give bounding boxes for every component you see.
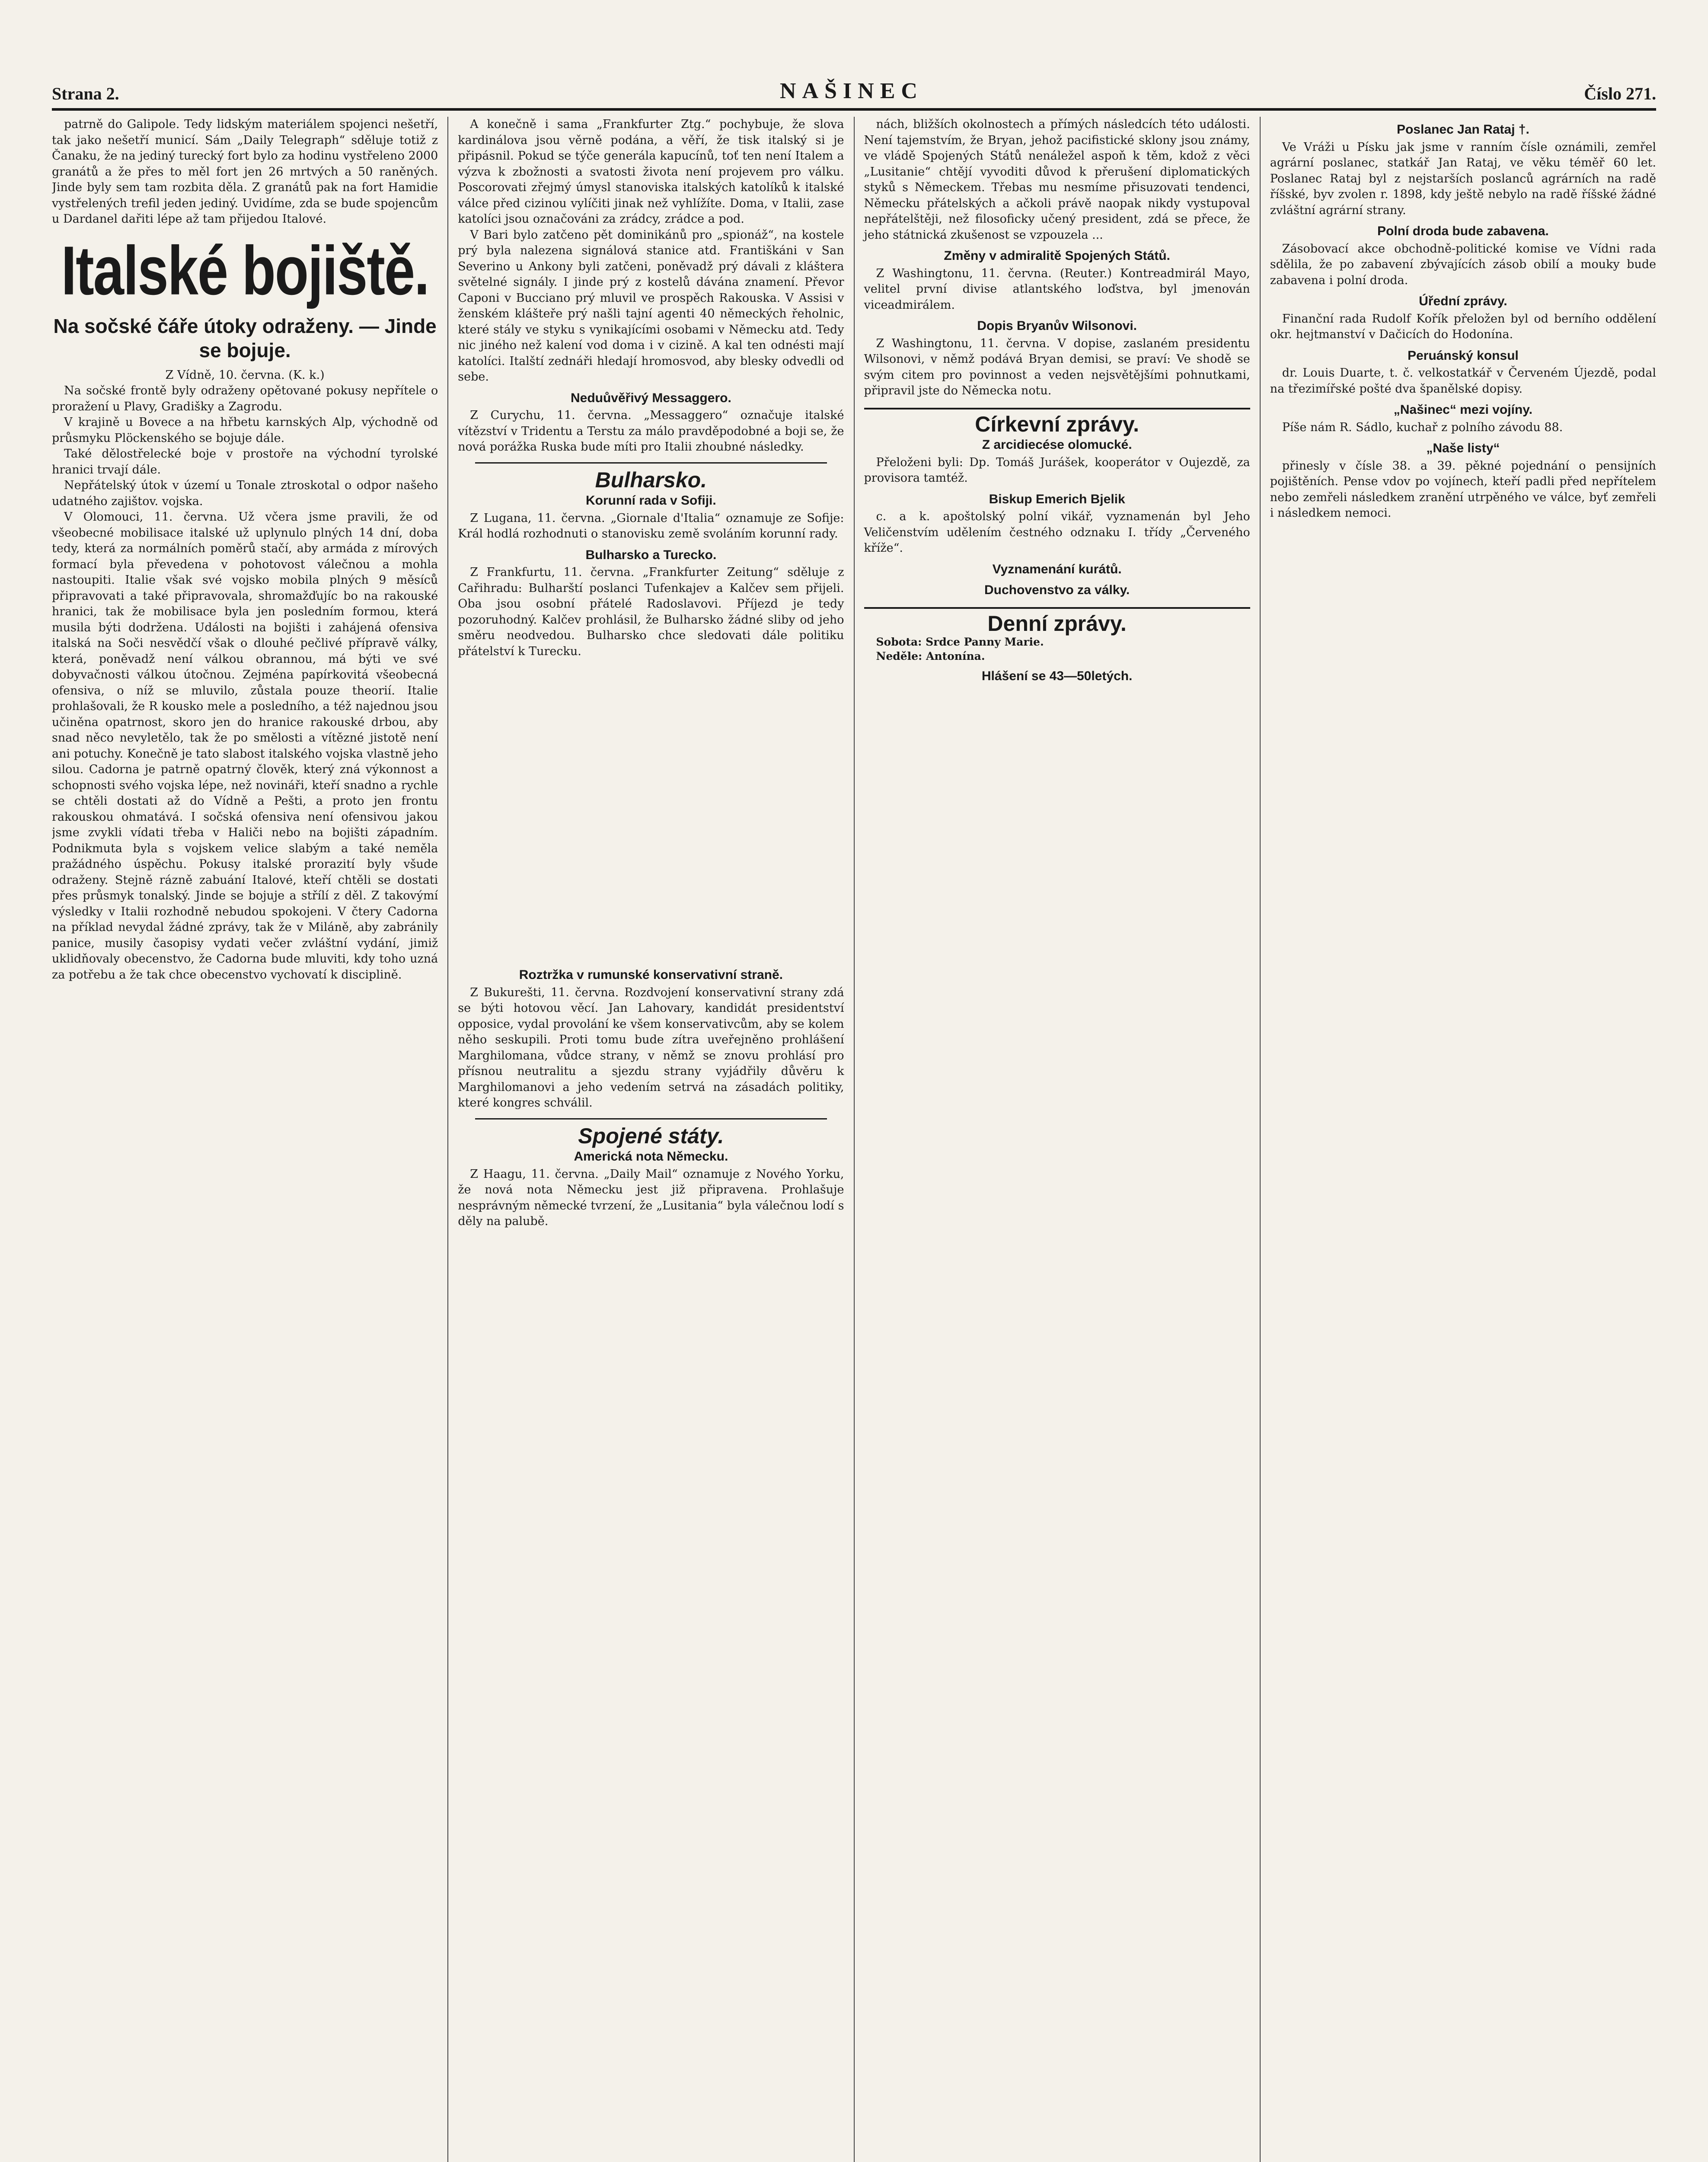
page-number: Strana 2. xyxy=(52,84,119,103)
article-paragraph: nách, bližších okolnostech a přímých následcích této události. Není tajemstvím, že Bryan, jehož pacifistické sklony jsou známy, ve vládě Spojených Států nenáležel aspoň k těm, kdož z věci „Lusitanie“ chtějí vyvoditi důvod k přerušení diplomatických styků s Německem. Třebas mu nesmíme přisuzovati tendenci, Německu přátelských a ačkoli právě naopak nikdy vystupoval nepřátelštěji, než filosoficky učený president, zdá se přece, že jeho státnická zkušenost se vzpouzela ... xyxy=(864,118,1250,242)
calendar-line: Neděle: Antonína. xyxy=(876,650,985,662)
section-headline-daily-news: Denní zprávy. xyxy=(864,607,1250,632)
article-headline: Změny v admiralitě Spojených Států. xyxy=(944,249,1170,263)
article-paragraph: Z Washingtonu, 11. června. V dopise, zaslaném presidentu Wilsonovi, v němž podává Bryan demisi, se praví: Ve shodě se svým citem pro povinnost a veden nejsvětějšími pohnutkami, připravil jste do Německa notu. xyxy=(864,336,1250,397)
article-paragraph: Přeloženi byli: Dp. Tomáš Jurášek, kooperátor v Oujezdě, za provisora tamtéž. xyxy=(864,455,1250,485)
article-headline: Neduůvěřivý Messaggero. xyxy=(570,390,731,405)
divider xyxy=(475,462,827,464)
column-3 xyxy=(854,117,1260,2162)
article-headline: „Naše listy“ xyxy=(1426,441,1500,455)
section-headline-bulgaria: Bulharsko. xyxy=(595,467,707,492)
newspaper-title: NAŠINEC xyxy=(779,79,923,103)
article-paragraph: V Bari bylo zatčeno pět dominikánů pro „spionáž“, na kostele prý byla nalezena signálová stanice atd. Františkáni v San Severino u Ankony byli zatčeni, poněvadž prý dávali z kláštera světelné signály. I jinde prý z kostelů dávána znamení. Převor Caponi v Bucciano prý mluvil ve prospěch Rakouska. V Assisi v ženském klášteře prý našli tajní agenti 40 německých řeholnic, které stály ve styku s vynikajícími osobami v Německu atd. Tedy nic jiného než kalení vod doma i v cizině. A kal ten odnésti mají katolíci. Italští zednáři hledají hromosvod, aby blesky odvedli od sebe. xyxy=(458,228,844,384)
article-headline: Bulharsko a Turecko. xyxy=(585,547,717,562)
article-paragraph: Z Haagu, 11. června. „Daily Mail“ oznamuje z Nového Yorku, že nová nota Německu jest již připravena. Prohlašuje nesprávným německé tvrzení, že „Lusitania“ byla válečnou lodí s děly na palubě. xyxy=(458,1167,844,1228)
blank-area xyxy=(458,659,844,962)
section-headline-united-states: Spojené státy. xyxy=(578,1123,724,1148)
section-headline-church-news: Církevní zprávy. xyxy=(864,408,1250,432)
article-headline: Biskup Emerich Bjelik xyxy=(989,492,1125,506)
article-headline: Hlášení se 43—50letých. xyxy=(981,669,1133,683)
divider xyxy=(475,1118,827,1119)
article-paragraph: Z Curychu, 11. června. „Messaggero“ označuje italské vítězství v Tridentu a Terstu za málo pravděpodobné a boji se, že nová porážka Ruska bude míti pro Italii zhoubné následky. xyxy=(458,409,844,454)
article-headline: Korunní rada v Sofiji. xyxy=(586,493,716,508)
article-headline: Vyznamenání kurátů. xyxy=(992,562,1122,576)
article-headline: Úřední zprávy. xyxy=(1419,294,1507,308)
article-paragraph: Z Bukurešti, 11. června. Rozdvojení konservativní strany zdá se býti hotovou věcí. Jan Lahovary, kandidát presidentství opposice, vydal provolání ke všem konservativcům, aby se kolem něho seskupili. Proti tomu bude zítra uveřejněno prohlášení Marghilomana, vůdce strany, v němž se znovu prohlásí pro přísnou neutralitu a sjezdu strany vyjádřily důvěru k Marghilomanovi a jeho vedením setrvá na zásadách politiky, které kongres schválil. xyxy=(458,985,844,1110)
article-paragraph: V Olomouci, 11. června. Už včera jsme pravili, že od všeobecné mobilisace italské už uplynulo plných 14 dní, doba tedy, která za normálních poměrů stačí, aby armáda z mírových formací byla převedena v pohotovost válečnou a mohla nastoupiti. Italie však své vojsko mobila plných 9 měsíců připravovati a také připravovala, shromažďujíc bo na rakouské hranici, tak že mobilisace byla jen posledním formou, která musila býti dodržena. Události na bojišti i zahájená ofensiva italská na Soči nesvědčí však o dlouhé pečlivé přípravě války, která, poněvadž není válkou obrannou, má býti ve své dobyvačnosti válkou útočnou. Zejména papírkovitá všeobecná ofensiva, o níž se mluvilo, zůstala pouze theorií. Italie prohlašovali, že R kousko mele a posledního, a též najednou jsou učiněna opatrnost, skoro jen do hranice rakouské drbou, aby snad něco nevyletělo, tak že po smělosti a vítězné jistotě není ani potuchy. Konečně je tato slabost italského vojska vlastně jeho silou. Cadorna je patrně opatrný člověk, který zná výkonnost a schopnosti svého vojska lépe, než novináři, kteří snadno a rychle se chtěli dostati až do Vídně a Pešti, a proto jen frontu rakouskou ohmatává. I sočská ofensiva není ofensivou jakou jsme zvykli vídati třeba v Haliči nebo na bojišti západním. Podnikmuta byla s vojskem velice slabým a také neměla pražádného úspěchu. Pokusy italské prorazití byly všude odraženy. Stejně rázně zabuání Italové, kteří chtěli se dostati přes průsmyk tonalský. Jinde se bojuje a střílí z děl. Z takovýmí výsledky v Italii rozhodně nebudou spokojeni. V čtery Cadorna na příklad nevydal žádné zprávy, tak že v Miláně, aby zabránily panice, musily časopisy vydati večer zvláštní vydání, jimiž uklidňovaly obecenstvo, že Cadorna bude mluviti, kdy toho uzná za potřebu a že tak chce obecenstvo vychovatí k disciplině. xyxy=(52,510,438,982)
article-paragraph: Ve Vráži u Písku jak jsme v ranním čísle oznámili, zemřel agrární poslanec, statkář Jan Rataj, ve věku téměř 60 let. Poslanec Rataj byl z nejstarších poslanců agrárních na radě říšské, byv zvolen r. 1898, kdy ještě nebylo na radě říšské žádné zvláštní agrární strany. xyxy=(1270,140,1656,217)
article-paragraph: Z Lugana, 11. června. „Giornale d'Italia“ oznamuje ze Sofije: Král hodlá rozhodnuti o stanovisku země svoláním korunní rady. xyxy=(458,511,844,540)
intro-paragraph: patrně do Galipole. Tedy lidským materiálem spojenci nešetří, tak jako nešetří municí. Sám „Daily Telegraph“ sděluje totiž z Čanaku, že na jediný turecký fort bylo za hodinu vystřeleno 2000 granátů a že přes to měl fort jen 26 mrtvých a 50 raněných. Jinde byly sem tam rozbita děla. Z granátů pak na fort Hamidie vystřelených trefil jeden jediný. Uvidíme, zda se bude spojencům u Dardanel dařiti lépe až tam přijedou Italové. xyxy=(52,118,438,226)
article-paragraph: Z Washingtonu, 11. června. (Reuter.) Kontreadmirál Mayo, velitel první divise atlantského loďstva, byl jmenován viceadmirálem. xyxy=(864,266,1250,312)
issue-number: Číslo 271. xyxy=(1584,84,1656,103)
column-4 xyxy=(1260,117,1656,2162)
column-2 xyxy=(447,117,853,2162)
article-paragraph: Z Frankfurtu, 11. června. „Frankfurter Zeitung“ sděluje z Cařihradu: Bulharští poslanci Tufenkajev a Kalčev sem přijeli. Oba jsou osobní přátelé Radoslavovi. Příjezd je tedy pozoruhodný. Kalčev prohlásil, že Bulharsko žádné sliby od jeho směru neodvedou. Bulharsko chce sledovati dále politiku přátelství k Turecku. xyxy=(458,566,844,658)
dateline: Z Vídně, 10. června. (K. k.) xyxy=(165,368,325,382)
article-paragraph: A konečně i sama „Frankfurter Ztg.“ pochybuje, že slova kardinálova jsou věrně podána, a věří, že tisk italský si je připásnil. Pokud se týče generála kapucínů, toť ten není Italem a výzva k zbožnosti a svatosti života není projevem pro válku. Poscorovati zřejmý úmysl stanoviska italských katolíků k italské válce před cizinou vylíčiti jinak než vyhlížíte. Doma, v Italii, zase katolíci jsou označováni za zrádcy, zrádce a pod. xyxy=(458,118,844,226)
article-headline: „Našinec“ mezi vojíny. xyxy=(1393,403,1532,417)
article-paragraph: Na sočské frontě byly odraženy opětované pokusy nepřítele o proražení u Plavy, Gradišky a Zagrodu. xyxy=(52,384,438,413)
article-headline: Poslanec Jan Rataj †. xyxy=(1396,122,1529,137)
article-paragraph: c. a k. apoštolský polní vikář, vyznamenán byl Jeho Veličenstvím udělením čestného odznaku I. třídy „Červeného kříže“. xyxy=(864,510,1250,555)
column-1 xyxy=(52,117,447,2162)
article-headline: Americká nota Německu. xyxy=(574,1149,728,1164)
article-paragraph: Nepřátelský útok v území u Tonale ztroskotal o odpor našeho udatného zajištov. vojska. xyxy=(52,479,438,508)
article-paragraph: přinesly v čísle 38. a 39. pěkné pojednání o pensijních pojištěních. Pense vdov po vojínech, kteří padli před nepřítelem nebo zemřeli následkem zranění utrpěného ve válce, byť zemřeli i následkem nemoci. xyxy=(1270,459,1656,520)
article-headline: Z arcidiecése olomucké. xyxy=(982,438,1132,452)
article-paragraph: Zásobovací akce obchodně-politické komise ve Vídni rada sdělila, že po zabavení zbývajících zásob obilí a mouky bude zabavena i polní droda. xyxy=(1270,242,1656,287)
article-headline: Na sočské čáře útoky odraženy. — Jinde se bojuje. xyxy=(53,314,437,361)
article-headline: Peruánský konsul xyxy=(1407,348,1519,363)
article-paragraph: Píše nám R. Sádlo, kuchař z polního závodu 88. xyxy=(1282,420,1563,434)
article-paragraph: V krajině u Bovece a na hřbetu karnských Alp, východně od průsmyku Plöckenského se bojuje dále. xyxy=(52,416,438,445)
calendar-line: Sobota: Srdce Panny Marie. xyxy=(876,636,1044,648)
article-headline: Dopis Bryanův Wilsonovi. xyxy=(977,319,1137,333)
masthead xyxy=(52,65,1656,111)
newspaper-page xyxy=(52,65,1656,2162)
article-paragraph: Také dělostřelecké boje v prostoře na východní tyrolské hranici trvají dále. xyxy=(52,447,438,477)
article-paragraph: Finanční rada Rudolf Kořík přeložen byl od berního oddělení okr. hejtmanství v Dačicích do Hodonína. xyxy=(1270,312,1656,341)
section-headline-italian-front: Italské bojiště. xyxy=(61,232,429,310)
article-headline: Roztržka v rumunské konservativní straně. xyxy=(519,968,783,982)
article-headline: Polní droda bude zabavena. xyxy=(1377,224,1549,238)
article-headline: Duchovenstvo za války. xyxy=(984,583,1130,597)
article-paragraph: dr. Louis Duarte, t. č. velkostatkář v Červeném Újezdě, podal na třezimířské pošté dva španělské dopisy. xyxy=(1270,366,1656,396)
